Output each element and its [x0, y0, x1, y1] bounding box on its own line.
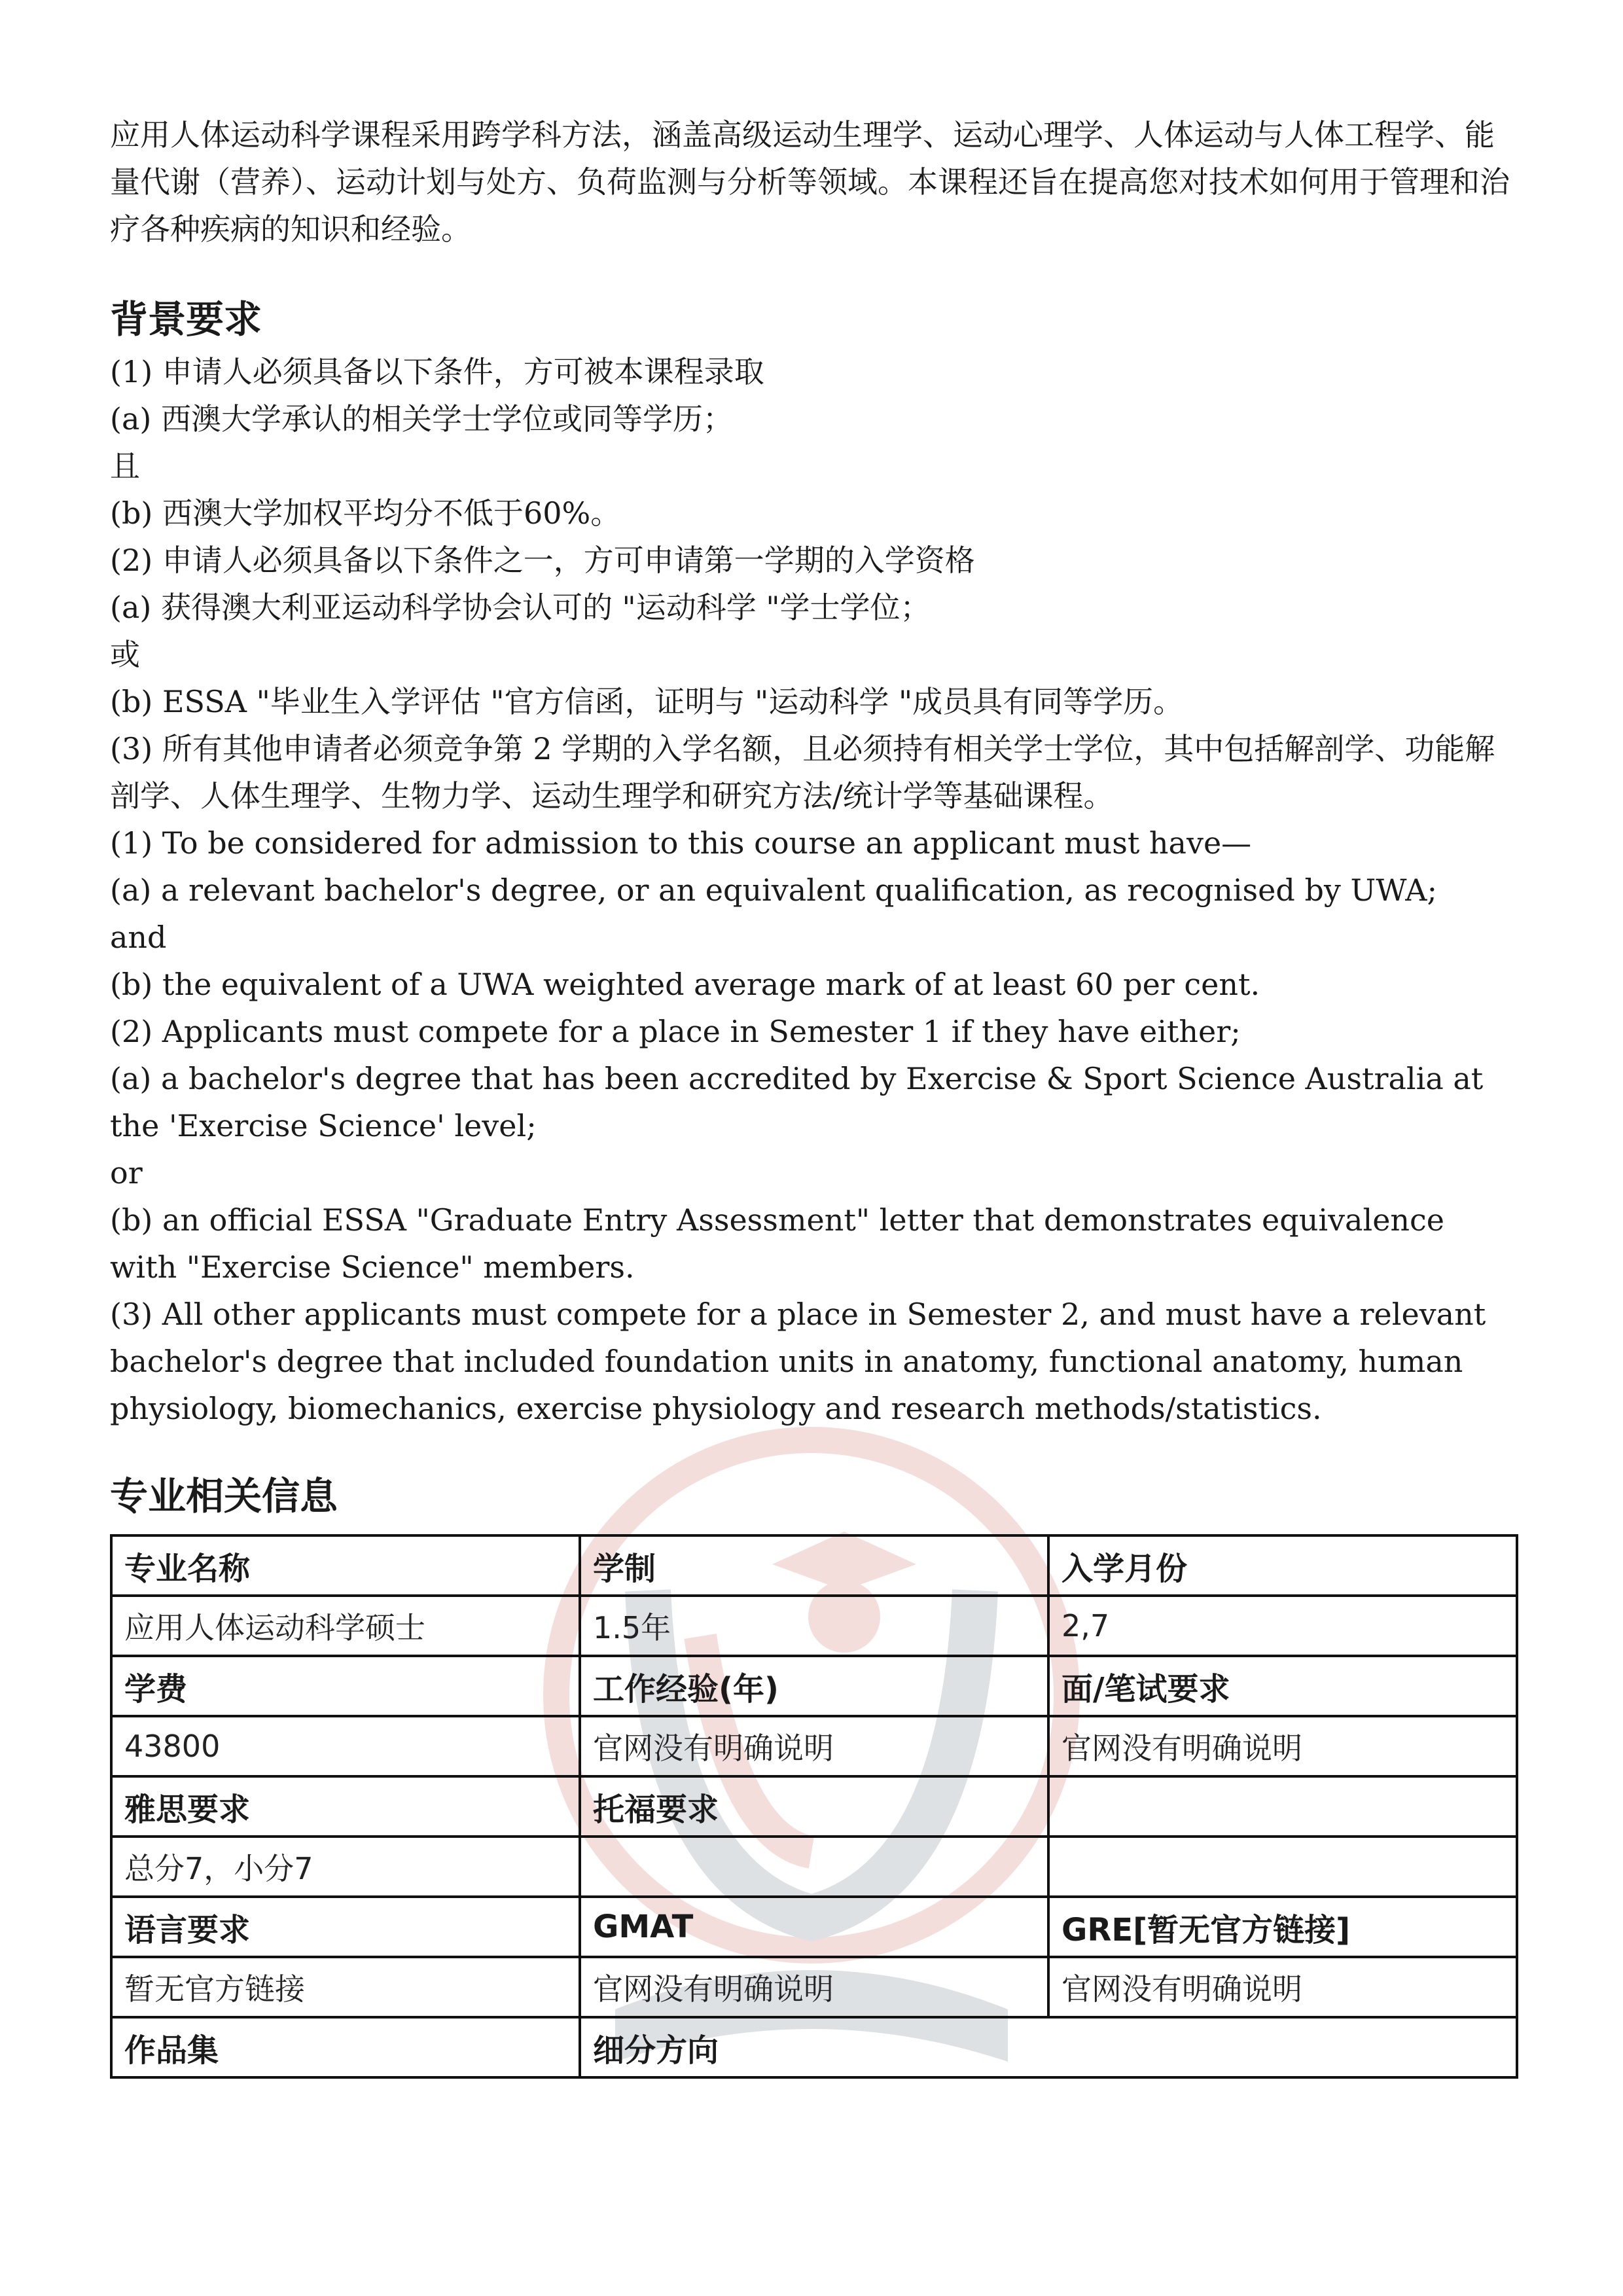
- table-cell: 43800: [111, 1716, 580, 1776]
- requirement-line: (3) 所有其他申请者必须竞争第 2 学期的入学名额，且必须持有相关学士学位，其中包括解剖学、功能解剖学、人体生理学、生物力学、运动生理学和研究方法/统计学等基础课程。: [110, 731, 1495, 814]
- table-row: [111, 1776, 1517, 1837]
- table-header-cell: 入学月份: [1048, 1535, 1517, 1596]
- requirement-line: (a) a relevant bachelor's degree, or an equivalent qualification, as recognised by UWA;: [110, 872, 1437, 908]
- table-cell: 应用人体运动科学硕士: [111, 1596, 580, 1656]
- table-row: [111, 1897, 1517, 1957]
- info-heading: 专业相关信息: [110, 1474, 338, 1518]
- intro-paragraph: 应用人体运动科学课程采用跨学科方法，涵盖高级运动生理学、运动心理学、人体运动与人体工程学、能量代谢（营养）、运动计划与处方、负荷监测与分析等领域。本课程还旨在提高您对技术如何用于管理和治疗各种疾病的知识和经验。: [110, 117, 1510, 247]
- table-header-cell: 专业名称: [111, 1535, 580, 1596]
- table-row: [111, 1957, 1517, 2017]
- table-header-cell: 学制: [580, 1535, 1048, 1596]
- table-cell: 官网没有明确说明: [1048, 1957, 1517, 2017]
- requirement-line: (2) 申请人必须具备以下条件之一，方可申请第一学期的入学资格: [110, 543, 975, 578]
- table-header-cell: GRE[暂无官方链接]: [1048, 1897, 1517, 1957]
- background-heading: 背景要求: [110, 297, 262, 342]
- table-cell: 官网没有明确说明: [580, 1957, 1048, 2017]
- table-header-cell: 细分方向: [580, 2017, 1517, 2077]
- table-row: [111, 1596, 1517, 1656]
- table-header-cell: 面/笔试要求: [1048, 1656, 1517, 1716]
- table-cell: 1.5年: [580, 1596, 1048, 1656]
- requirement-line: (a) 西澳大学承认的相关学士学位或同等学历；: [110, 401, 733, 437]
- table-header-cell: GMAT: [580, 1897, 1048, 1957]
- requirement-line: (a) a bachelor's degree that has been accredited by Exercise & Sport Science Australia at the 'Exercise Science' level;: [110, 1061, 1484, 1143]
- requirement-line: (b) the equivalent of a UWA weighted average mark of at least 60 per cent.: [110, 967, 1260, 1002]
- intro-section: [110, 111, 1517, 253]
- table-cell: [580, 1837, 1048, 1897]
- table-cell: 官网没有明确说明: [580, 1716, 1048, 1776]
- requirement-line: 且: [110, 448, 140, 484]
- table-row: [111, 1535, 1517, 1596]
- table-row: [111, 1837, 1517, 1897]
- requirement-line: (3) All other applicants must compete for a place in Semester 2, and must have a relevant bachelor's degree that included foundation units in anatomy, functional anatomy, human physiology, biomechanics, exercise physiology and research methods/statistics.: [110, 1297, 1486, 1426]
- requirement-line: and: [110, 920, 167, 955]
- table-cell: 2,7: [1048, 1596, 1517, 1656]
- table-header-cell: [1048, 1776, 1517, 1837]
- requirement-line: (b) 西澳大学加权平均分不低于60%。: [110, 495, 621, 531]
- background-requirements: [110, 348, 1517, 1432]
- table-header-cell: 工作经验(年): [580, 1656, 1048, 1716]
- program-info-table: [110, 1534, 1518, 2079]
- table-header-cell: 作品集: [111, 2017, 580, 2077]
- table-header-cell: 托福要求: [580, 1776, 1048, 1837]
- table-header-cell: 语言要求: [111, 1897, 580, 1957]
- requirement-line: (1) To be considered for admission to this course an applicant must have—: [110, 825, 1252, 861]
- requirement-line: 或: [110, 637, 140, 672]
- requirement-line: (b) ESSA "毕业生入学评估 "官方信函，证明与 "运动科学 "成员具有同等学历。: [110, 684, 1184, 719]
- table-row: [111, 1656, 1517, 1716]
- table-cell: 暂无官方链接: [111, 1957, 580, 2017]
- table-header-cell: 学费: [111, 1656, 580, 1716]
- table-header-cell: 雅思要求: [111, 1776, 580, 1837]
- table-cell: 总分7，小分7: [111, 1837, 580, 1897]
- table-row: [111, 2017, 1517, 2077]
- requirement-line: (1) 申请人必须具备以下条件，方可被本课程录取: [110, 354, 764, 389]
- document-body: [110, 111, 1517, 2079]
- table-cell: [1048, 1837, 1517, 1897]
- requirement-line: (a) 获得澳大利亚运动科学协会认可的 "运动科学 "学士学位；: [110, 590, 931, 625]
- table-cell: 官网没有明确说明: [1048, 1716, 1517, 1776]
- requirement-line: (b) an official ESSA "Graduate Entry Assessment" letter that demonstrates equivalence with "Exercise Science" members.: [110, 1202, 1445, 1285]
- requirement-line: or: [110, 1155, 143, 1191]
- requirement-line: (2) Applicants must compete for a place in Semester 1 if they have either;: [110, 1014, 1241, 1049]
- table-row: [111, 1716, 1517, 1776]
